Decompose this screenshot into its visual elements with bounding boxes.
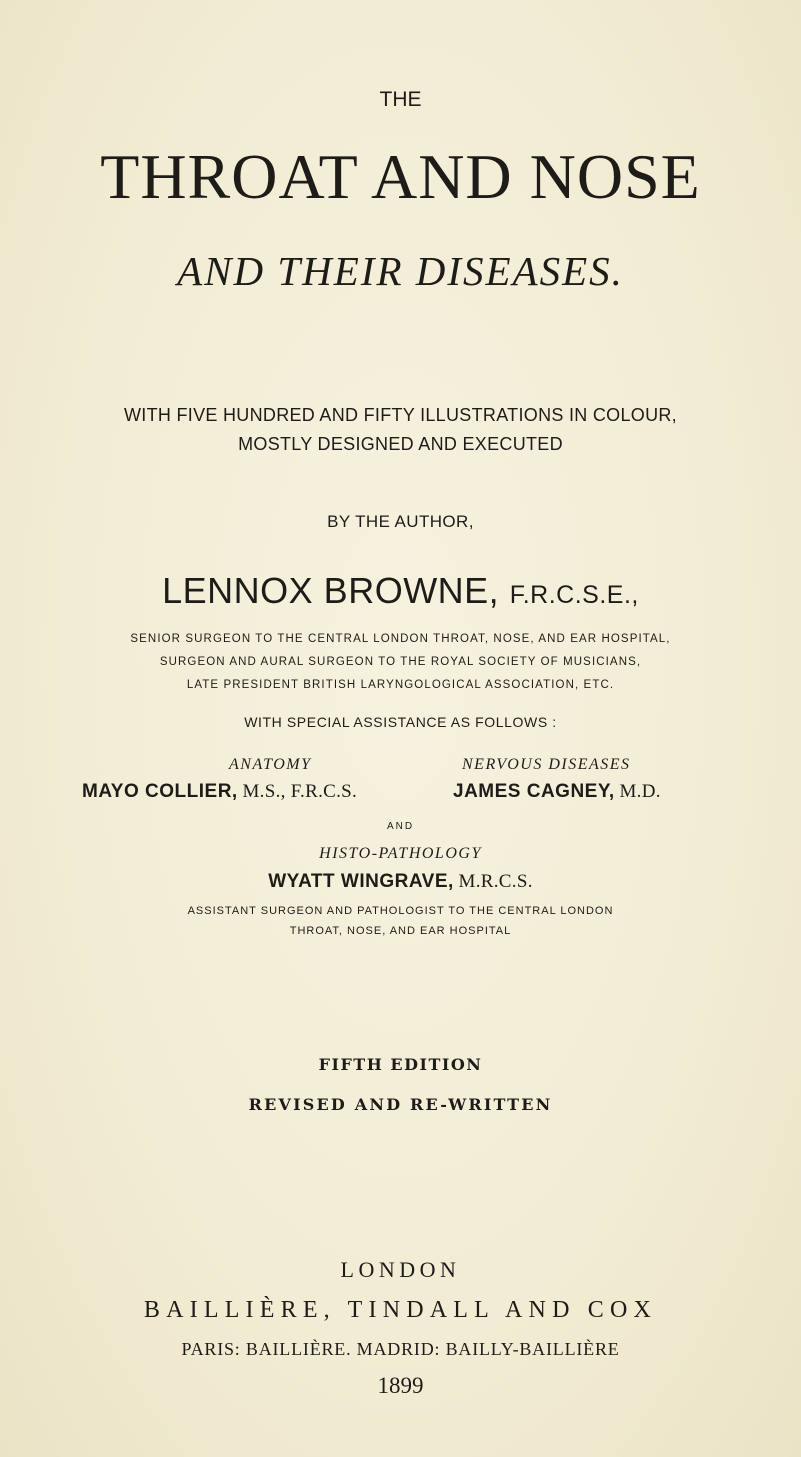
- imprint-year: 1899: [377, 1373, 424, 1398]
- anatomy-contributor-name: MAYO COLLIER,: [82, 781, 238, 802]
- histo-contributor-qual: M.R.C.S.: [458, 871, 533, 892]
- title-prefix: THE: [379, 88, 422, 111]
- imprint-agents: PARIS: BAILLIÈRE. MADRID: BAILLY-BAILLIÈRE: [181, 1339, 620, 1359]
- anatomy-contributor-qual: M.S., F.R.C.S.: [242, 781, 358, 802]
- author-degree: F.R.C.S.E.,: [509, 581, 639, 609]
- nervous-contributor: [453, 781, 661, 803]
- histo-contributor-name: WYATT WINGRAVE,: [268, 871, 454, 892]
- author-role-2: SURGEON AND AURAL SURGEON TO THE ROYAL SOCIETY OF MUSICIANS,: [159, 656, 642, 668]
- imprint-publisher: BAILLIÈRE, TINDALL AND COX: [143, 1297, 658, 1323]
- author-role-3: LATE PRESIDENT BRITISH LARYNGOLOGICAL ASSOCIATION, ETC.: [186, 679, 615, 691]
- illustrations-line-1: WITH FIVE HUNDRED AND FIFTY ILLUSTRATIONS IN COLOUR,: [124, 405, 677, 425]
- histo-pathology-label: HISTO-PATHOLOGY: [319, 845, 482, 862]
- author-role-1: SENIOR SURGEON TO THE CENTRAL LONDON THROAT, NOSE, AND EAR HOSPITAL,: [130, 633, 671, 645]
- edition: FIFTH EDITION: [318, 1055, 483, 1074]
- imprint-city: LONDON: [340, 1257, 461, 1282]
- histo-role-2: THROAT, NOSE, AND EAR HOSPITAL: [289, 925, 512, 937]
- nervous-contributor-name: JAMES CAGNEY,: [453, 781, 615, 802]
- histo-contributor: [0, 871, 801, 893]
- histo-role-1: ASSISTANT SURGEON AND PATHOLOGIST TO THE CENTRAL LONDON: [187, 905, 614, 917]
- and-separator: AND: [386, 821, 415, 832]
- anatomy-contributor: [82, 781, 357, 803]
- nervous-diseases-label: NERVOUS DISEASES: [462, 756, 631, 773]
- nervous-contributor-qual: M.D.: [619, 781, 661, 802]
- anatomy-label: ANATOMY: [229, 756, 312, 773]
- special-assistance: WITH SPECIAL ASSISTANCE AS FOLLOWS :: [244, 714, 557, 730]
- revision-note: REVISED AND RE-WRITTEN: [248, 1095, 553, 1114]
- author-line: [0, 570, 801, 612]
- illustrations-line-2: MOSTLY DESIGNED AND EXECUTED: [238, 434, 563, 454]
- book-title: THROAT AND NOSE: [100, 141, 701, 212]
- author-name: LENNOX BROWNE,: [162, 570, 500, 611]
- book-subtitle: AND THEIR DISEASES.: [177, 248, 624, 294]
- by-author-line: BY THE AUTHOR,: [327, 512, 474, 531]
